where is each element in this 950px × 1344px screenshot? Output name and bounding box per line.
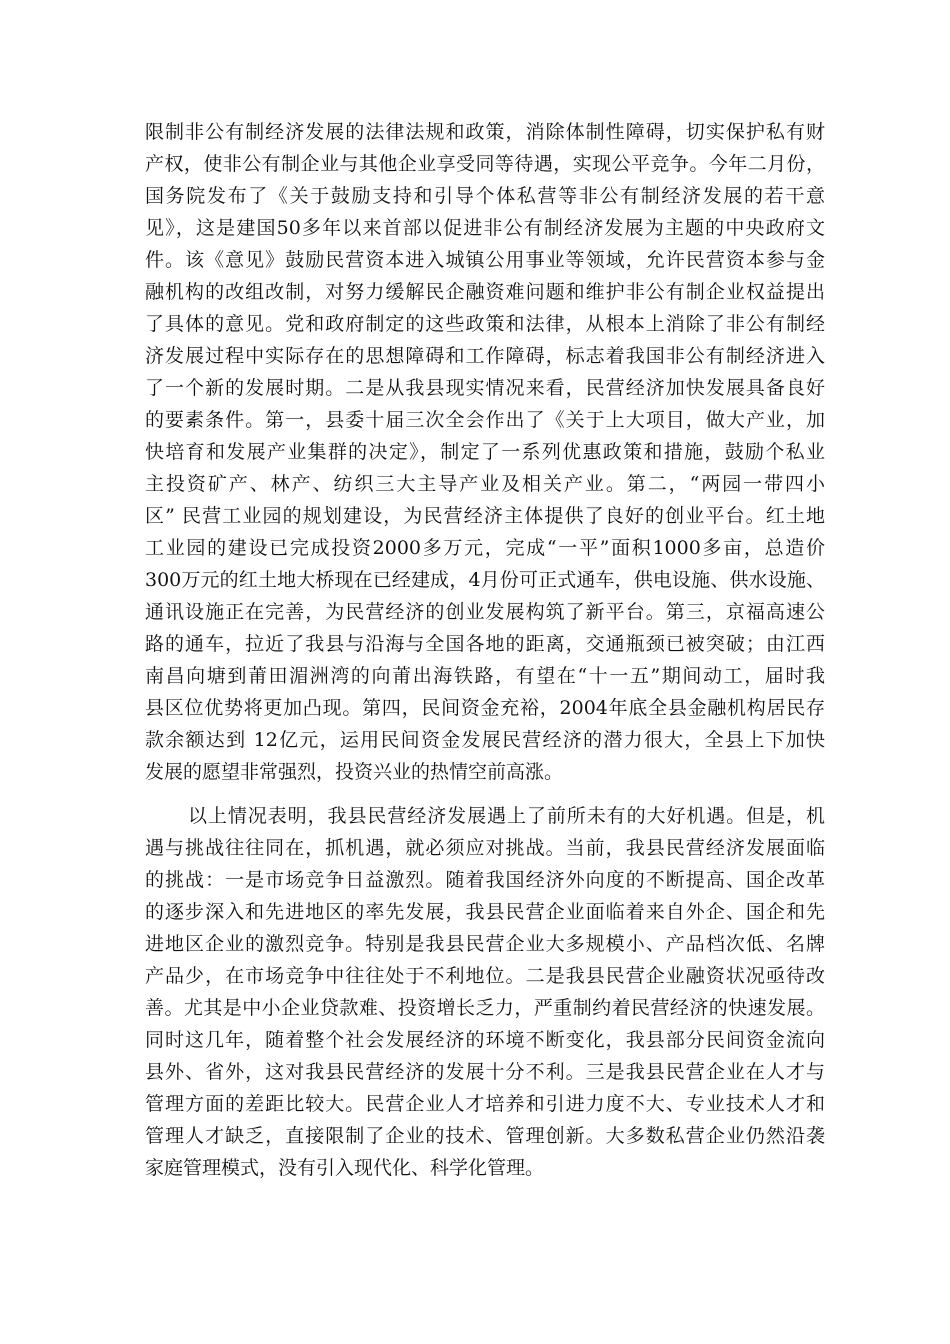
text-line: 产品少，在市场竞争中往往处于不利地位。二是我县民营企业融资状况亟待改: [145, 965, 825, 987]
text-line: 限制非公有制经济发展的法律法规和政策，消除体制性障碍，切实保护私有财: [145, 121, 825, 143]
text-line: 同时这几年，随着整个社会发展经济的环境不断变化，我县部分民间资金流向: [145, 1029, 825, 1051]
text-line: 县区位优势将更加凸现。第四，民间资金充裕，2004年底全县金融机构居民存: [145, 697, 825, 719]
text-line: 国务院发布了《关于鼓励支持和引导个体私营等非公有制经济发展的若干意: [145, 185, 825, 207]
text-line: 区” 民营工业园的规划建设，为民营经济主体提供了良好的创业平台。红土地: [145, 505, 825, 527]
text-line: 路的通车，拉近了我县与沿海与全国各地的距离，交通瓶颈已被突破；由江西: [145, 633, 825, 655]
text-line: 的逐步深入和先进地区的率先发展，我县民营企业面临着来自外企、国企和先: [145, 901, 825, 923]
text-line: 善。尤其是中小企业贷款难、投资增长乏力，严重制约着民营经济的快速发展。: [145, 997, 825, 1019]
text-line: 家庭管理模式，没有引入现代化、科学化管理。: [145, 1157, 545, 1179]
text-line: 管理方面的差距比较大。民营企业人才培养和引进力度不大、专业技术人才和: [145, 1093, 825, 1115]
text-line: 见》，这是建国50多年以来首部以促进非公有制经济发展为主题的中央政府文: [145, 217, 825, 239]
text-line: 了具体的意见。党和政府制定的这些政策和法律，从根本上消除了非公有制经: [145, 313, 825, 335]
text-line: 进地区企业的激烈竞争。特别是我县民营企业大多规模小、产品档次低、名牌: [145, 933, 825, 955]
text-line: 遇与挑战往往同在，抓机遇，就必须应对挑战。当前，我县民营经济发展面临: [145, 837, 825, 859]
text-line: 县外、省外，这对我县民营经济的发展十分不利。三是我县民营企业在人才与: [145, 1061, 825, 1083]
text-line: 南昌向塘到莆田湄洲湾的向莆出海铁路，有望在“十一五”期间动工，届时我: [145, 665, 825, 687]
text-line: 件。该《意见》鼓励民营资本进入城镇公用事业等领域，允许民营资本参与金: [145, 249, 825, 271]
text-line: 快培育和发展产业集群的决定》，制定了一系列优惠政策和措施，鼓励个私业: [145, 441, 825, 463]
text-line: 工业园的建设已完成投资2000多万元，完成“一平”面积1000多亩，总造价: [145, 537, 825, 559]
text-line: 通讯设施正在完善，为民营经济的创业发展构筑了新平台。第三，京福高速公: [145, 601, 825, 623]
text-line: 产权，使非公有制企业与其他企业享受同等待遇，实现公平竞争。今年二月份，: [145, 153, 825, 175]
paragraph-1: [145, 116, 825, 788]
text-line: 以上情况表明，我县民营经济发展遇上了前所未有的大好机遇。但是，机: [188, 805, 825, 827]
text-line: 融机构的改组改制，对努力缓解民企融资难问题和维护非公有制企业权益提出: [145, 281, 825, 303]
text-line: 发展的愿望非常强烈，投资兴业的热情空前高涨。: [145, 761, 564, 783]
text-line: 济发展过程中实际存在的思想障碍和工作障碍，标志着我国非公有制经济进入: [145, 345, 825, 367]
text-line: 了一个新的发展时期。二是从我县现实情况来看，民营经济加快发展具备良好: [145, 377, 825, 399]
paragraph-2: [145, 800, 825, 1184]
text-line: 的挑战：一是市场竞争日益激烈。随着我国经济外向度的不断提高、国企改革: [145, 869, 825, 891]
text-line: 的要素条件。第一，县委十届三次全会作出了《关于上大项目，做大产业，加: [145, 409, 825, 431]
text-line: 款余额达到 12亿元，运用民间资金发展民营经济的潜力很大，全县上下加快: [145, 729, 825, 751]
text-line: 管理人才缺乏，直接限制了企业的技术、管理创新。大多数私营企业仍然沿袭: [145, 1125, 825, 1147]
paragraph-spacer: [145, 788, 825, 800]
document-body: [145, 116, 825, 1184]
text-line: 300万元的红土地大桥现在已经建成，4月份可正式通车，供电设施、供水设施、: [145, 569, 825, 591]
text-line: 主投资矿产、林产、纺织三大主导产业及相关产业。第二，“两园一带四小: [145, 473, 825, 495]
